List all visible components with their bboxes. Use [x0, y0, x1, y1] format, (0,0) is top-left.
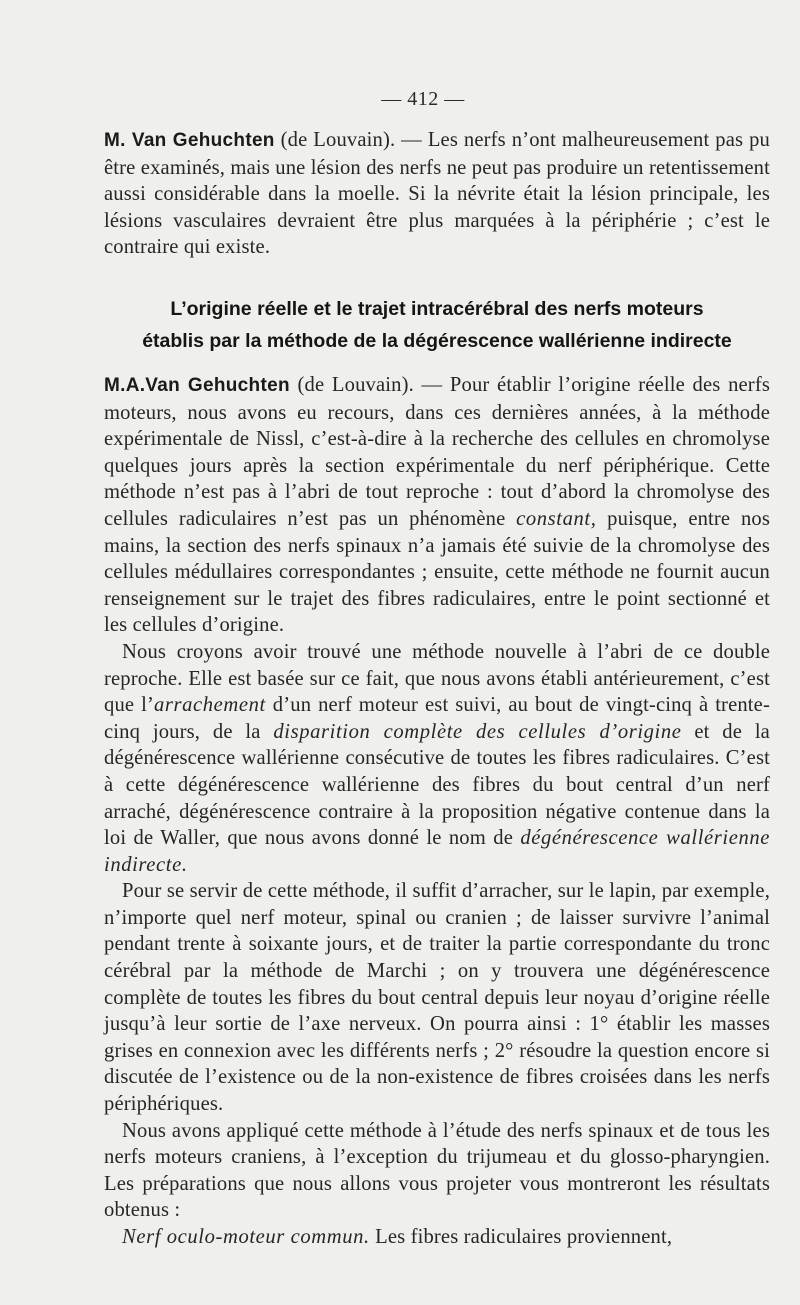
intro-text: (de Louvain). — Les nerfs n’ont malheureusement pas pu être examinés, mais une lésion des nerfs ne peut pas produire un retentissement aussi considérable dans la moelle. Si la névrite était la lésion principale, les lésions vasculaires devraient être plus marquées à la périphérie ; c’est le contraire qui existe. — [104, 129, 770, 259]
article-p2-emphasis-1: arrachement — [154, 694, 266, 717]
article-p2-emphasis-3: dégénérescence wallérienne indirecte. — [104, 827, 770, 876]
section-heading-line-2: établis par la méthode de la dégérescence wallérienne indirecte — [142, 330, 732, 352]
article-body — [104, 372, 770, 1251]
article-p1-text-2: puisque, entre nos mains, la section des nerfs spinaux n’a jamais été suivie de la chromolyse des cellules médullaires correspondantes ; ensuite, cette méthode ne fournit aucun renseignement sur le trajet des fibres radiculaires, entre le point sectionné et les cellules d’origine. — [104, 507, 771, 637]
intro-author: M. Van Gehuchten — [104, 130, 275, 151]
article-paragraph-1 — [104, 372, 770, 639]
article-p2-text-c: et de la dégénérescence wallérienne consécutive de toutes les fibres radiculaires. C’est à cette dégénérescence wallérienne des fibres du bout central d’un nerf arraché, dégénérescence contraire à la proposition négative contenue dans la loi de Waller, que nous avons donné le nom de — [104, 720, 770, 850]
section-heading — [104, 296, 770, 354]
article-paragraph-2 — [104, 639, 770, 878]
article-p2-text-a: Nous croyons avoir trouvé une méthode nouvelle à l’abri de ce double reproche. Elle est basée sur ce fait, que nous avons établi antérieurement, c’est que l’ — [104, 640, 770, 717]
article-paragraph-5 — [104, 1224, 770, 1251]
article-p2-emphasis-2: disparition complète des cellules d’origine — [273, 720, 682, 743]
article-p5-emphasis: Nerf oculo-moteur commun. — [122, 1226, 370, 1248]
page-number: — 412 — — [381, 88, 465, 110]
section-heading-line-1: L’origine réelle et le trajet intracérébral des nerfs moteurs — [170, 298, 704, 320]
intro-paragraph — [104, 127, 770, 261]
article-paragraph-3: Pour se servir de cette méthode, il suffit d’arracher, sur le lapin, par exemple, n’importe quel nerf moteur, spinal ou cranien ; de laisser survivre l’animal pendant trente à soixante jours, et de traiter la partie correspondante du tronc cérébral par la méthode de Marchi ; on y trouvera une dégénérescence complète de toutes les fibres du bout central depuis leur noyau d’origine réelle jusqu’à leur sortie de l’axe nerveux. On pourra ainsi : 1° établir les masses grises en connexion avec les différents nerfs ; 2° résoudre la question encore si discutée de l’existence ou de la non-existence de fibres croisées dans les nerfs périphériques. — [104, 880, 770, 1116]
article-p5-text: Les fibres radiculaires proviennent, — [369, 1226, 673, 1248]
article-author: M.A.Van Gehuchten — [104, 375, 290, 396]
article-paragraph-4: Nous avons appliqué cette méthode à l’étude des nerfs spinaux et de tous les nerfs moteurs craniens, à l’exception du trijumeau et du glosso-pharyngien. Les préparations que nous allons vous projeter vous montreront les résultats obtenus : — [104, 1119, 770, 1222]
article-p2-text-b: d’un nerf moteur est suivi, au bout de vingt-cinq à trente-cinq jours, de la — [104, 694, 770, 743]
article-p1-emphasis: constant, — [516, 507, 597, 530]
article-p1-text: (de Louvain). — Pour établir l’origine réelle des nerfs moteurs, nous avons eu recours, dans ces dernières années, à la méthode expérimentale de Nissl, c’est-à-dire à la recherche des cellules en chromolyse quelques jours après la section expérimentale du nerf périphérique. Cette méthode n’est pas à l’abri de tout reproche : tout d’abord la chromolyse des cellules radiculaires n’est pas un phénomène — [104, 374, 770, 530]
